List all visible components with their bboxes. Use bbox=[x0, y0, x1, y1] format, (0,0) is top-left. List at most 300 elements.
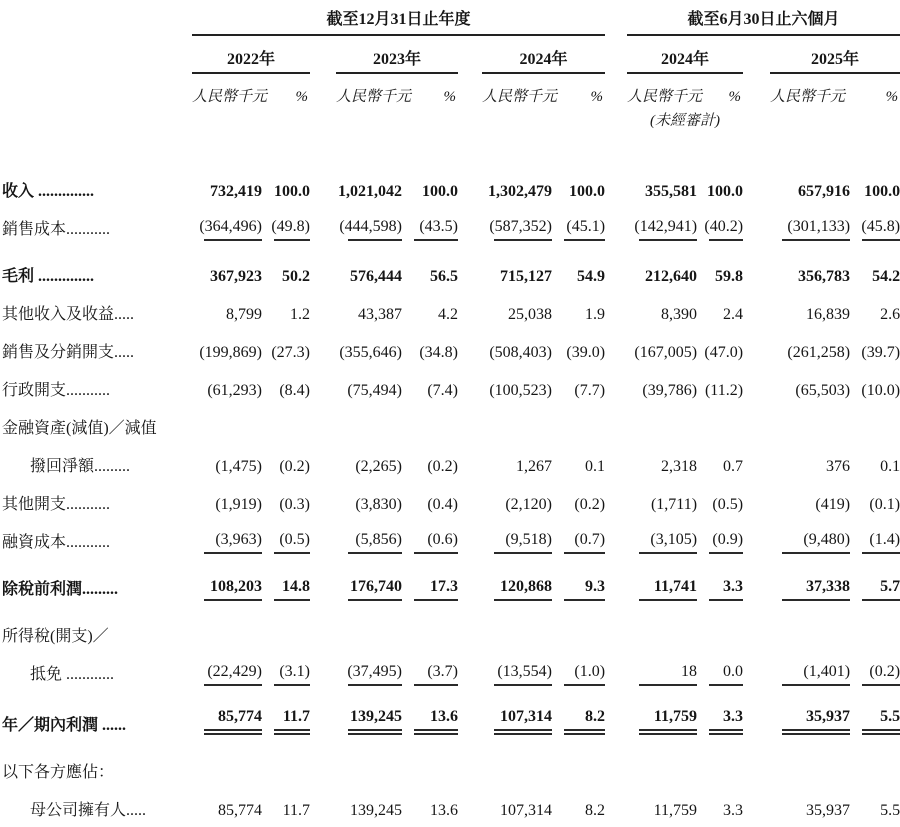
year-header: 2023年 bbox=[336, 35, 458, 73]
percent-cell bbox=[402, 208, 458, 246]
row-label: 撥回淨額......... bbox=[30, 458, 131, 475]
percent-value: (0.2) bbox=[279, 458, 310, 475]
column-gap-spacer bbox=[458, 407, 482, 445]
amount-value: (3,830) bbox=[355, 496, 402, 513]
percent-cell bbox=[697, 246, 743, 293]
amount-cell bbox=[482, 130, 552, 208]
amount-value: (355,646) bbox=[339, 344, 402, 361]
column-gap-spacer bbox=[458, 483, 482, 521]
percent-cell bbox=[850, 208, 900, 246]
amount-cell bbox=[192, 407, 262, 445]
percent-header: % bbox=[590, 89, 604, 105]
percent-cell bbox=[402, 407, 458, 445]
amount-value: 2,318 bbox=[661, 458, 698, 475]
amount-cell bbox=[192, 445, 262, 483]
amount-cell bbox=[336, 445, 402, 483]
percent-value: (1.4) bbox=[862, 531, 900, 554]
amount-cell bbox=[192, 246, 262, 293]
column-gap-spacer bbox=[458, 653, 482, 691]
percent-value: 100.0 bbox=[707, 183, 744, 200]
percent-value: (0.2) bbox=[862, 663, 900, 686]
amount-value: 176,740 bbox=[348, 578, 402, 601]
amount-value: 120,868 bbox=[494, 578, 552, 601]
header-spacer bbox=[0, 73, 192, 106]
percent-cell bbox=[402, 691, 458, 742]
table-header bbox=[0, 0, 900, 130]
column-gap-spacer bbox=[605, 293, 627, 331]
percent-header: % bbox=[295, 89, 308, 105]
amount-cell bbox=[336, 208, 402, 246]
column-gap-spacer bbox=[605, 35, 627, 73]
column-gap-spacer bbox=[605, 208, 627, 246]
percent-cell bbox=[262, 208, 310, 246]
row-label: 其他收入及收益..... bbox=[2, 306, 135, 323]
percent-cell bbox=[552, 293, 605, 331]
table-row bbox=[0, 445, 900, 483]
amount-value: 355,581 bbox=[645, 183, 698, 200]
amount-value: (3,963) bbox=[204, 531, 262, 554]
percent-cell bbox=[850, 331, 900, 369]
percent-cell bbox=[402, 331, 458, 369]
column-gap-spacer bbox=[310, 606, 336, 653]
percent-value: (39.0) bbox=[566, 344, 606, 361]
column-gap-spacer bbox=[605, 445, 627, 483]
amount-value: (1,475) bbox=[215, 458, 262, 475]
column-gap-spacer bbox=[605, 73, 627, 106]
percent-value: (0.5) bbox=[274, 531, 310, 554]
percent-value: 13.6 bbox=[430, 802, 458, 819]
amount-cell bbox=[770, 521, 850, 559]
column-gap-spacer bbox=[743, 445, 770, 483]
column-gap-spacer bbox=[743, 521, 770, 559]
note-blank bbox=[192, 106, 310, 130]
amount-cell bbox=[627, 208, 697, 246]
column-gap-spacer bbox=[310, 246, 336, 293]
amount-cell bbox=[192, 483, 262, 521]
amount-value: 37,338 bbox=[782, 578, 850, 601]
amount-cell bbox=[482, 369, 552, 407]
percent-value: 100.0 bbox=[864, 183, 900, 200]
column-gap-spacer bbox=[605, 331, 627, 369]
amount-value: 107,314 bbox=[500, 802, 552, 819]
amount-cell bbox=[482, 742, 552, 789]
table-body bbox=[0, 130, 900, 827]
column-gap-spacer bbox=[605, 483, 627, 521]
column-gap-spacer bbox=[458, 208, 482, 246]
percent-cell bbox=[697, 789, 743, 827]
percent-cell bbox=[402, 369, 458, 407]
percent-value: 50.2 bbox=[282, 268, 310, 285]
amount-cell bbox=[336, 130, 402, 208]
percent-value: 8.2 bbox=[564, 708, 605, 731]
column-gap-spacer bbox=[310, 35, 336, 73]
percent-cell bbox=[850, 407, 900, 445]
amount-cell bbox=[192, 369, 262, 407]
table-row bbox=[0, 483, 900, 521]
percent-cell bbox=[850, 691, 900, 742]
amount-cell bbox=[770, 445, 850, 483]
amount-cell bbox=[482, 521, 552, 559]
amount-cell bbox=[336, 606, 402, 653]
column-gap-spacer bbox=[458, 73, 482, 106]
row-label: 所得稅(開支)／ bbox=[2, 628, 109, 645]
row-label: 行政開支........... bbox=[2, 382, 111, 399]
year-header: 2022年 bbox=[192, 35, 310, 73]
amount-cell bbox=[192, 331, 262, 369]
column-gap-spacer bbox=[310, 653, 336, 691]
currency-unit-label: 人民幣千元 bbox=[627, 89, 703, 105]
column-gap-spacer bbox=[743, 653, 770, 691]
amount-value: (1,919) bbox=[215, 496, 262, 513]
amount-cell bbox=[770, 789, 850, 827]
header-spacer bbox=[0, 35, 192, 73]
units-header bbox=[192, 85, 310, 106]
percent-value: (34.8) bbox=[419, 344, 458, 361]
amount-cell bbox=[627, 606, 697, 653]
column-gap-spacer bbox=[605, 246, 627, 293]
amount-value: 715,127 bbox=[500, 268, 552, 285]
percent-cell bbox=[850, 521, 900, 559]
amount-value: 576,444 bbox=[350, 268, 402, 285]
percent-value: (0.7) bbox=[564, 531, 605, 554]
percent-value: 2.4 bbox=[723, 306, 744, 323]
percent-cell bbox=[697, 521, 743, 559]
column-gap-spacer bbox=[743, 369, 770, 407]
units-header-cell bbox=[482, 73, 605, 106]
amount-value: (1,711) bbox=[650, 496, 698, 513]
amount-cell bbox=[770, 246, 850, 293]
amount-value: 376 bbox=[826, 458, 851, 475]
amount-value: (261,258) bbox=[787, 344, 851, 361]
percent-cell bbox=[262, 369, 310, 407]
percent-cell bbox=[552, 691, 605, 742]
table-row bbox=[0, 208, 900, 246]
column-gap-spacer bbox=[310, 106, 336, 130]
percent-cell bbox=[262, 789, 310, 827]
table-row bbox=[0, 606, 900, 653]
percent-cell bbox=[697, 208, 743, 246]
percent-cell bbox=[402, 653, 458, 691]
percent-value: (0.9) bbox=[709, 531, 743, 554]
amount-cell bbox=[192, 691, 262, 742]
amount-value: (9,480) bbox=[782, 531, 850, 554]
percent-cell bbox=[402, 521, 458, 559]
amount-value: (61,293) bbox=[207, 382, 262, 399]
percent-cell bbox=[402, 246, 458, 293]
column-gap-spacer bbox=[605, 521, 627, 559]
amount-value: 1,021,042 bbox=[338, 183, 402, 200]
amount-cell bbox=[482, 331, 552, 369]
percent-value: 0.1 bbox=[585, 458, 606, 475]
amount-value: (65,503) bbox=[795, 382, 851, 399]
percent-cell bbox=[552, 445, 605, 483]
percent-cell bbox=[552, 606, 605, 653]
percent-value: (40.2) bbox=[709, 218, 743, 241]
percent-value: (0.5) bbox=[712, 496, 744, 513]
percent-value: (11.2) bbox=[704, 382, 744, 399]
percent-value: (7.4) bbox=[427, 382, 458, 399]
percent-cell bbox=[402, 606, 458, 653]
units-header-cell bbox=[627, 73, 743, 106]
percent-value: 4.2 bbox=[438, 306, 458, 323]
row-label: 母公司擁有人..... bbox=[30, 802, 147, 819]
amount-cell bbox=[770, 483, 850, 521]
year-header: 2024年 bbox=[627, 35, 743, 73]
column-gap-spacer bbox=[605, 106, 627, 130]
year-header: 2024年 bbox=[482, 35, 605, 73]
amount-cell bbox=[336, 407, 402, 445]
percent-cell bbox=[552, 369, 605, 407]
percent-value: 100.0 bbox=[274, 183, 310, 200]
units-header bbox=[627, 85, 743, 106]
amount-value: 8,799 bbox=[226, 306, 262, 323]
amount-cell bbox=[336, 559, 402, 606]
column-gap-spacer bbox=[458, 445, 482, 483]
amount-value: 16,839 bbox=[806, 306, 851, 323]
amount-cell bbox=[482, 559, 552, 606]
amount-value: (142,941) bbox=[639, 218, 697, 241]
amount-value: 212,640 bbox=[645, 268, 698, 285]
column-gap-spacer bbox=[458, 369, 482, 407]
units-header-row bbox=[0, 73, 900, 106]
amount-cell bbox=[627, 789, 697, 827]
percent-cell bbox=[850, 246, 900, 293]
amount-cell bbox=[627, 742, 697, 789]
column-gap-spacer bbox=[458, 106, 482, 130]
amount-value: (364,496) bbox=[204, 218, 262, 241]
amount-value: 18 bbox=[639, 663, 697, 686]
row-label: 其他開支........... bbox=[2, 496, 111, 513]
amount-value: 1,267 bbox=[516, 458, 552, 475]
column-gap-spacer bbox=[605, 691, 627, 742]
percent-value: 0.0 bbox=[709, 663, 743, 686]
units-header bbox=[770, 85, 900, 106]
percent-cell bbox=[262, 483, 310, 521]
period-group-title: 截至12月31日止年度 bbox=[192, 0, 605, 35]
header-spacer bbox=[0, 0, 192, 35]
amount-cell bbox=[336, 331, 402, 369]
amount-cell bbox=[192, 293, 262, 331]
column-gap-spacer bbox=[743, 789, 770, 827]
column-gap-spacer bbox=[605, 653, 627, 691]
currency-unit-label: 人民幣千元 bbox=[482, 89, 558, 105]
amount-value: (5,856) bbox=[348, 531, 402, 554]
percent-value: 2.6 bbox=[880, 306, 900, 323]
percent-cell bbox=[850, 789, 900, 827]
percent-value: 3.3 bbox=[709, 578, 743, 601]
amount-value: (2,120) bbox=[505, 496, 552, 513]
currency-unit-label: 人民幣千元 bbox=[192, 89, 268, 105]
amount-value: (301,133) bbox=[782, 218, 850, 241]
amount-value: 107,314 bbox=[494, 708, 552, 731]
amount-value: (100,523) bbox=[489, 382, 552, 399]
percent-cell bbox=[850, 130, 900, 208]
percent-value: 17.3 bbox=[414, 578, 458, 601]
column-gap-spacer bbox=[310, 559, 336, 606]
percent-value: 100.0 bbox=[422, 183, 458, 200]
amount-cell bbox=[482, 653, 552, 691]
column-gap-spacer bbox=[743, 483, 770, 521]
percent-cell bbox=[697, 483, 743, 521]
column-gap-spacer bbox=[605, 407, 627, 445]
amount-cell bbox=[770, 691, 850, 742]
percent-cell bbox=[850, 606, 900, 653]
amount-cell bbox=[770, 369, 850, 407]
column-gap-spacer bbox=[743, 293, 770, 331]
percent-cell bbox=[850, 559, 900, 606]
percent-cell bbox=[402, 293, 458, 331]
percent-cell bbox=[262, 653, 310, 691]
amount-cell bbox=[192, 742, 262, 789]
row-label: 抵免 ............ bbox=[30, 666, 115, 683]
percent-cell bbox=[552, 521, 605, 559]
column-gap-spacer bbox=[458, 130, 482, 208]
amount-value: (9,518) bbox=[494, 531, 552, 554]
column-gap-spacer bbox=[605, 606, 627, 653]
percent-cell bbox=[697, 130, 743, 208]
amount-cell bbox=[336, 653, 402, 691]
percent-cell bbox=[552, 130, 605, 208]
percent-cell bbox=[262, 559, 310, 606]
percent-value: 1.2 bbox=[290, 306, 310, 323]
amount-cell bbox=[192, 208, 262, 246]
percent-value: (47.0) bbox=[704, 344, 744, 361]
unaudited-note: (未經審計) bbox=[650, 113, 721, 129]
table-row bbox=[0, 653, 900, 691]
group-gap-spacer bbox=[605, 0, 627, 35]
percent-value: (3.7) bbox=[414, 663, 458, 686]
percent-value: (49.8) bbox=[274, 218, 310, 241]
percent-value: 11.7 bbox=[282, 802, 310, 819]
percent-value: (45.8) bbox=[862, 218, 900, 241]
percent-cell bbox=[552, 653, 605, 691]
amount-cell bbox=[482, 246, 552, 293]
column-gap-spacer bbox=[310, 331, 336, 369]
percent-value: (0.6) bbox=[414, 531, 458, 554]
column-gap-spacer bbox=[743, 742, 770, 789]
percent-value: (1.0) bbox=[564, 663, 605, 686]
amount-cell bbox=[192, 789, 262, 827]
column-gap-spacer bbox=[310, 73, 336, 106]
percent-value: (39.7) bbox=[861, 344, 900, 361]
percent-cell bbox=[402, 130, 458, 208]
amount-cell bbox=[770, 742, 850, 789]
currency-unit-label: 人民幣千元 bbox=[770, 89, 846, 105]
percent-cell bbox=[262, 691, 310, 742]
percent-cell bbox=[552, 483, 605, 521]
amount-cell bbox=[770, 407, 850, 445]
column-gap-spacer bbox=[458, 521, 482, 559]
units-header-cell bbox=[770, 73, 900, 106]
percent-value: (0.4) bbox=[427, 496, 458, 513]
amount-value: (444,598) bbox=[348, 218, 402, 241]
percent-value: (45.1) bbox=[564, 218, 605, 241]
percent-value: (27.3) bbox=[271, 344, 310, 361]
percent-header: % bbox=[443, 89, 456, 105]
column-gap-spacer bbox=[605, 559, 627, 606]
amount-cell bbox=[482, 483, 552, 521]
column-gap-spacer bbox=[743, 208, 770, 246]
amount-value: 657,916 bbox=[798, 183, 851, 200]
percent-cell bbox=[697, 293, 743, 331]
percent-cell bbox=[697, 407, 743, 445]
column-gap-spacer bbox=[743, 407, 770, 445]
column-gap-spacer bbox=[458, 742, 482, 789]
amount-cell bbox=[192, 606, 262, 653]
column-gap-spacer bbox=[310, 789, 336, 827]
amount-value: 25,038 bbox=[508, 306, 552, 323]
percent-value: (10.0) bbox=[861, 382, 900, 399]
column-gap-spacer bbox=[743, 691, 770, 742]
column-gap-spacer bbox=[743, 606, 770, 653]
percent-value: 14.8 bbox=[274, 578, 310, 601]
amount-cell bbox=[627, 130, 697, 208]
amount-cell bbox=[627, 369, 697, 407]
column-gap-spacer bbox=[743, 559, 770, 606]
amount-cell bbox=[336, 789, 402, 827]
amount-cell bbox=[627, 293, 697, 331]
table-row bbox=[0, 246, 900, 293]
amount-cell bbox=[770, 606, 850, 653]
units-header-cell bbox=[336, 73, 458, 106]
column-gap-spacer bbox=[310, 407, 336, 445]
percent-cell bbox=[697, 331, 743, 369]
percent-cell bbox=[402, 789, 458, 827]
column-gap-spacer bbox=[743, 331, 770, 369]
column-gap-spacer bbox=[458, 691, 482, 742]
amount-value: (508,403) bbox=[489, 344, 552, 361]
amount-cell bbox=[627, 407, 697, 445]
amount-value: (22,429) bbox=[204, 663, 262, 686]
percent-value: 5.5 bbox=[880, 802, 900, 819]
percent-cell bbox=[402, 483, 458, 521]
row-label: 以下各方應佔： bbox=[2, 764, 115, 781]
percent-value: (0.2) bbox=[427, 458, 458, 475]
table-row bbox=[0, 742, 900, 789]
note-blank bbox=[336, 106, 458, 130]
percent-value: (0.1) bbox=[869, 496, 900, 513]
column-gap-spacer bbox=[310, 293, 336, 331]
percent-cell bbox=[402, 559, 458, 606]
amount-cell bbox=[627, 691, 697, 742]
percent-value: 56.5 bbox=[430, 268, 458, 285]
row-label: 除稅前利潤......... bbox=[2, 581, 119, 598]
amount-value: (1,401) bbox=[782, 663, 850, 686]
row-label: 融資成本........... bbox=[2, 534, 111, 551]
row-label: 年／期內利潤 ...... bbox=[2, 717, 127, 734]
percent-cell bbox=[850, 445, 900, 483]
amount-value: 85,774 bbox=[204, 708, 262, 731]
percent-cell bbox=[697, 445, 743, 483]
row-label: 金融資產(減值)／減值 bbox=[2, 420, 157, 437]
percent-value: 54.2 bbox=[872, 268, 900, 285]
column-gap-spacer bbox=[458, 293, 482, 331]
amount-cell bbox=[336, 521, 402, 559]
amount-value: (39,786) bbox=[642, 382, 698, 399]
percent-cell bbox=[262, 445, 310, 483]
amount-value: 356,783 bbox=[798, 268, 851, 285]
percent-cell bbox=[697, 653, 743, 691]
table-row bbox=[0, 369, 900, 407]
amount-value: (419) bbox=[815, 496, 851, 513]
period-group-title: 截至6月30日止六個月 bbox=[627, 0, 900, 35]
percent-cell bbox=[262, 246, 310, 293]
amount-cell bbox=[627, 445, 697, 483]
percent-cell bbox=[402, 742, 458, 789]
percent-cell bbox=[262, 407, 310, 445]
amount-cell bbox=[770, 653, 850, 691]
percent-value: 8.2 bbox=[585, 802, 606, 819]
